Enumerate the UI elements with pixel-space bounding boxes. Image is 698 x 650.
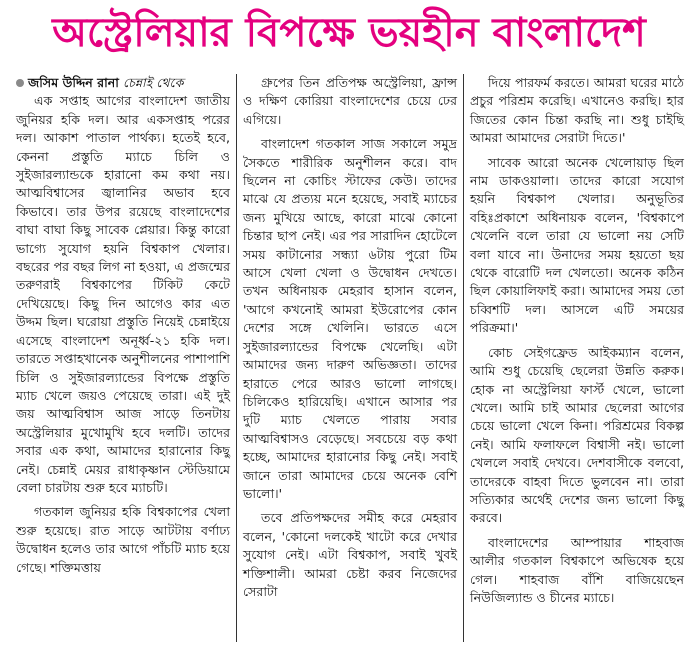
article-column-1	[10, 74, 236, 642]
paragraph: বাংলাদেশ গতকাল সাজ সকালে সমুদ্র সৈকতে শারীরিক অনুশীলন করে। বাদ ছিলেন না কোচিং স্টাফের কেউ। তাদের মাঝে যে প্রত্যয় মনে হয়েছে, সবাই ম্যাচের জন্য মুখিয়ে আছে, কারো মাঝে কোনো চিন্তার ছাপ নেই। এর পর সারাদিন হোটেলে সময় কাটানোর সন্ধ্যা ৬টায় পুরো টিম আসে খেলা খেলা ও উদ্বোধন দেখতে। তখন অধিনায়ক মেহরাব হাসান বলেন, 'আগে কখনোই আমরা ইউরোপের কোন দেশের সঙ্গে খেলিনি। ভারতে এসে সুইজারল্যান্ডের বিপক্ষে খেলেছি। এটা আমাদের জন্য দারুণ অভিজ্ঞতা। তাদের হারাতে পেরে আরও ভালো লাগছে। চিলিকেও হারিয়েছি। এখানে আসার পর দুটি ম্যাচ খেলতে পারায় সবার আত্মবিশ্বাসও বেড়েছে। সবচেয়ে বড় কথা হচ্ছে, আমাদের হারানোর কিছু নেই। সবাই জানে তারা আমাদের চেয়ে অনেক বেশি ভালো।'	[243, 135, 457, 503]
article-body	[10, 74, 690, 642]
paragraph: বাংলাদেশের আম্পায়ার শাহবাজ আলীর গতকাল বিশ্বকাপে অভিষেক হয়ে গেল। শাহবাজ বাঁশি বাজিয়েছেন নিউজিল্যান্ড ও চীনের ম্যাচে।	[470, 534, 684, 608]
article-column-2	[236, 74, 463, 642]
bullet-icon	[16, 79, 24, 87]
paragraph: সাবেক আরো অনেক খেলোয়াড় ছিল নাম ডাকওয়ালা। তাদের কারো সযোগ হয়নি বিশ্বকাপ খেলার। অনুভূতির বহিঃপ্রকাশে অধিনায়ক বলেন, 'বিশ্বকাপে খেলেনি বলে তারা যে ভালো নয় সেটি বলা যাবে না। উনাদের সময় হয়তো ছয় থেকে বারোটি দল খেলতো। অনেক কঠিন ছিল কোয়ালিফাই করা। আমাদের সময় তো চব্বিশটি দল। আসলে এটি সময়ের পরিক্রমা।'	[470, 154, 684, 338]
article-column-3	[463, 74, 690, 642]
paragraph: তবে প্রতিপক্ষদের সমীহ করে মেহরাব বলেন, 'কোনো দলকেই খাটো করে দেখার সুযোগ নেই। এটা বিশ্বকাপ, সবাই খুবই শক্তিশালী। আমরা চেষ্টা করব নিজেদের সেরাটা	[243, 509, 457, 601]
paragraph: এক সপ্তাহ আগের বাংলাদেশ জাতীয় জুনিয়র হকি দল। আর একসপ্তাহ পরের দল। আকাশ পাতাল পার্থক্য। হতেই হবে, কেননা প্রস্তুতি ম্যাচে চিলি ও সুইজারল্যান্ডকে হারানো কম কথা নয়। আত্মবিশ্বাসের জ্বালানির অভাব হবে কিভাবে। তার উপর রয়েছে বাংলাদেশের বাঘা বাঘা কিছু সাবেক প্লেয়ার। কিন্তু কারো ভাগ্যে সুযোগ হয়নি বিশ্বকাপ খেলার। বছরের পর বছর লিগ না হওয়া, এ প্রজন্মের তরুণরাই বিশ্বকাপের টিকিট কেটে দেখিয়েছে। কিছু দিন আগেও কার এত উদ্দম ছিল। ঘরোয়া প্রস্তুতি নিয়েই চেন্নাইয়ে এসেছে বাংলাদেশ অনূর্ধ্ব-২১ হকি দল। তারতে সপ্তাহখানেক অনুশীলনের পাশাপাশি চিলি ও সুইজারল্যান্ডের বিপক্ষে প্রস্তুতি ম্যাচ খেলে জয়ও পেয়েছে তারা। এই দুই জয় আত্মবিশ্বাস আজ সাড়ে তিনটায় অস্ট্রেলিয়ার মুখোমুখি হবে দলটি। তাদের সবার এক কথা, আমাদের হারানোর কিছু নেই। চেন্নাই মেয়র রাধাকৃষ্ণান স্টেডিয়ামে বেলা চারটায় শুরু হবে ম্যাচটি।	[16, 92, 230, 497]
author-name: জসিম উদ্দিন রানা	[28, 74, 119, 92]
paragraph: কোচ সেইগফ্রেড আইকম্যান বলেন, আমি শুধু চেয়েছি ছেলেরা উন্নতি করুক। হোক না অস্ট্রেলিয়া ফার্স্ট খেলে, ভালো খেলে। আমি চাই আমার ছেলেরা আগের চেয়ে ভালো খেলে কিনা। পরিশ্রমের বিকল্প নেই। আমি ফলাফলে বিশ্বাসী নই। ভালো খেললে সবাই দেখবে। দেশবাসীকে বলবো, তাদেরকে বাহবা দিতে ভুলবেন না। তারা সত্যিকার অর্থেই দেশের জন্য ভালো কিছু করবে।	[470, 344, 684, 528]
paragraph: গতকাল জুনিয়র হকি বিশ্বকাপের খেলা শুরু হয়েছে। রাত সাড়ে আটটায় বর্ণাঢ্য উদ্বোধন হলেও তার আগে পাঁচটি ম্যাচ হয়ে গেছে। শক্তিমত্তায়	[16, 503, 230, 577]
paragraph: দিয়ে পারফর্ম করতে। আমরা ঘরের মাঠে প্রচুর পরিশ্রম করেছি। এখানেও করছি। হার জিতের কোন চিন্তা করছি না। শুধু চাইছি আমরা আমাদের সেরাটা দিতে।'	[470, 74, 684, 148]
byline	[16, 74, 230, 92]
headline: অস্ট্রেলিয়ার বিপক্ষে ভয়হীন বাংলাদেশ	[6, 2, 692, 64]
dateline: চেন্নাই থেকে	[123, 74, 183, 92]
paragraph: গ্রুপের তিন প্রতিপক্ষ অস্ট্রেলিয়া, ফ্রান্স ও দক্ষিণ কোরিয়া বাংলাদেশের চেয়ে ঢের এগিয়ে।	[243, 74, 457, 129]
